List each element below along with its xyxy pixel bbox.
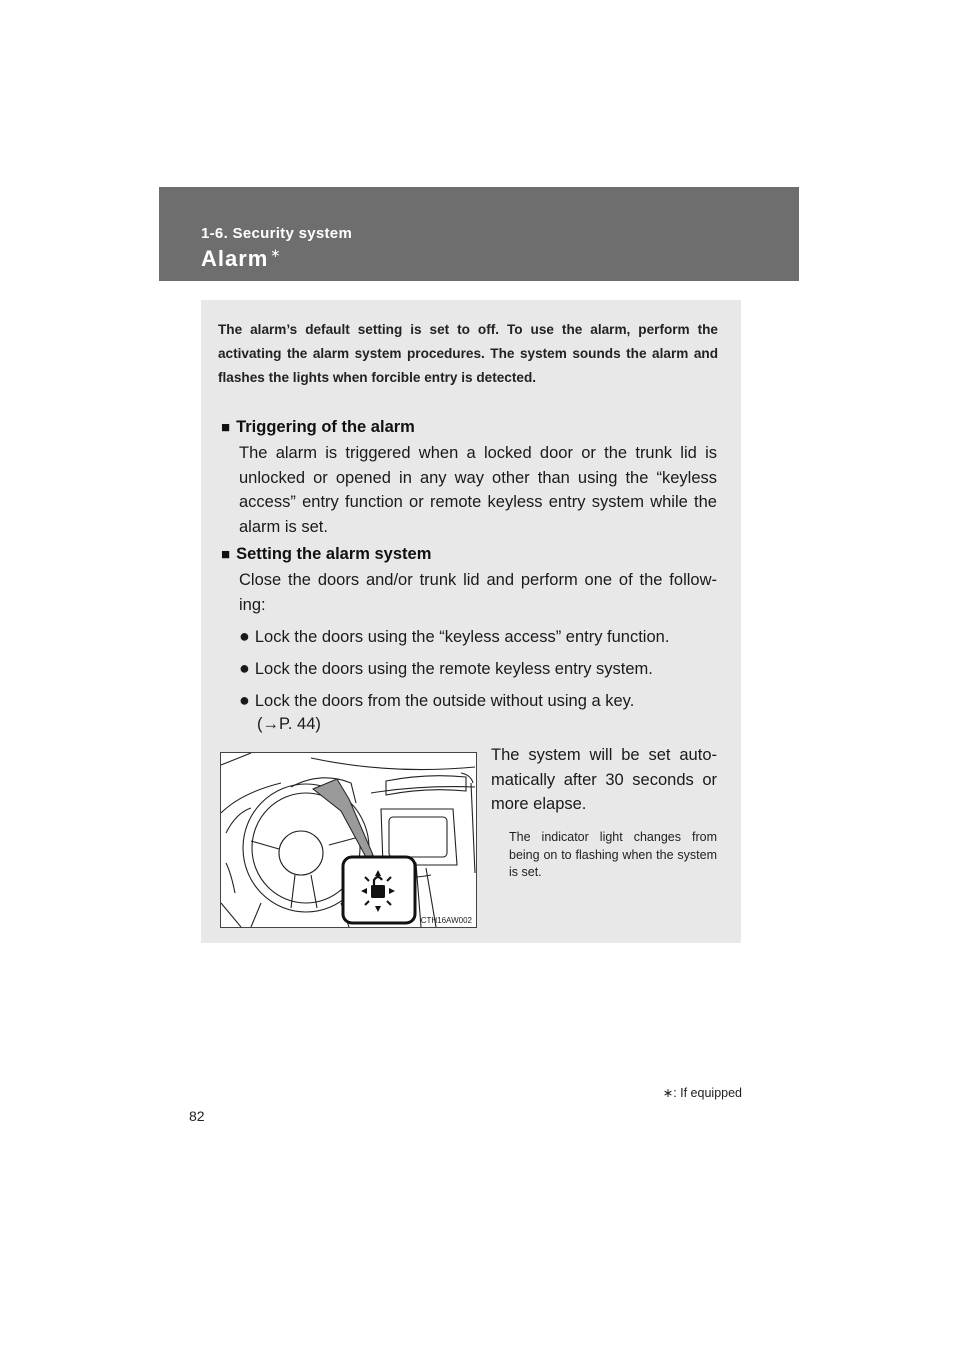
dashboard-drawing xyxy=(221,753,476,927)
page-title xyxy=(201,246,281,272)
bullet-item xyxy=(239,656,653,682)
footnote: ∗: If equipped xyxy=(662,1086,742,1100)
bullet-dot-icon: ● xyxy=(239,690,250,710)
triggering-heading-label: Triggering of the alarm xyxy=(236,418,415,436)
triggering-text: The alarm is triggered when a locked door or the trunk lid is unlocked or opened in any way other than using the “keyless access” entry function or remote keyless entry system while the alarm is set. xyxy=(239,444,717,536)
bullet-item xyxy=(239,688,634,714)
intro-text: The alarm’s default setting is set to off. To use the alarm, perform the activating the alarm system procedures. The system sounds the alarm and flashes the lights when forcible entry is detected. xyxy=(218,322,718,385)
setting-heading xyxy=(221,545,431,564)
figure-caption: The indicator light changes from being on to flashing when the system is set. xyxy=(509,830,717,879)
content-panel xyxy=(201,300,741,943)
bullet-text: Lock the doors from the outside without using a key. xyxy=(254,692,635,710)
setting-heading-label: Setting the alarm system xyxy=(236,545,432,563)
bullet-text: Lock the doors using the remote keyless entry system. xyxy=(254,660,653,678)
section-label: 1-6. Security system xyxy=(201,225,353,242)
setting-text: Close the doors and/or trunk lid and perform one of the follow-ing: xyxy=(239,571,717,614)
bullet-item xyxy=(239,624,669,650)
page-title-text: Alarm xyxy=(201,246,269,271)
section-header xyxy=(159,187,799,281)
heading-square-icon: ■ xyxy=(221,419,231,436)
figure-code: CTH16AW002 xyxy=(420,916,472,925)
triggering-heading xyxy=(221,418,415,437)
page-number: 82 xyxy=(189,1108,205,1124)
dashboard-illustration xyxy=(220,752,477,928)
bullet-dot-icon: ● xyxy=(239,626,250,646)
equipment-mark: ∗ xyxy=(270,246,282,260)
auto-set-text: The system will be set auto-matically after 30 seconds or more elapse. xyxy=(491,746,717,813)
bullet-dot-icon: ● xyxy=(239,658,250,678)
bullet-text: Lock the doors using the “keyless access” entry function. xyxy=(254,628,670,646)
page-reference: (→P. 44) xyxy=(257,715,321,733)
heading-square-icon: ■ xyxy=(221,546,231,563)
